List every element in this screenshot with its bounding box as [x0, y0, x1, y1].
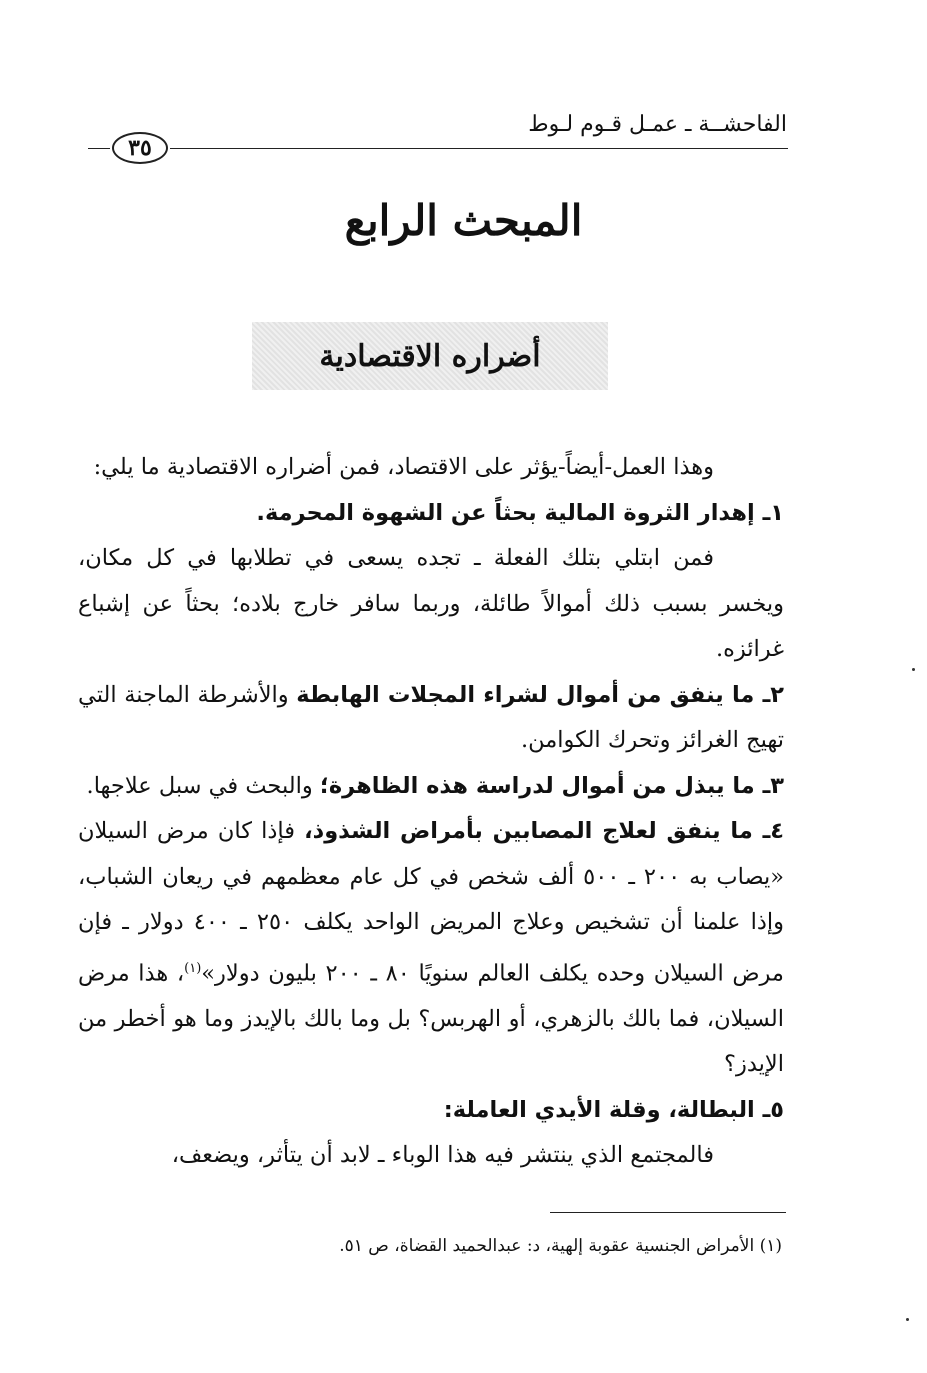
item-4: [78, 809, 784, 1088]
header-rule: [170, 148, 788, 149]
item-4-heading: ٤ـ ما ينفق لعلاج المصابين بأمراض الشذوذ،: [304, 818, 785, 844]
item-1-heading: ١ـ إهدار الثروة المالية بحثاً عن الشهوة المحرمة.: [256, 499, 784, 526]
item-3-heading: ٣ـ ما يبذل من أموال لدراسة هذه الظاهرة؛: [319, 772, 784, 799]
item-2-text: والأشرطة الماجنة التي تهيج الغرائز وتحرك الكوامن.: [78, 681, 784, 753]
item-1: [78, 491, 784, 537]
footnote-rule: [550, 1212, 786, 1213]
subtitle-box: [252, 322, 608, 390]
scan-speck: [912, 668, 915, 671]
footnote: (١) الأمراض الجنسية عقوبة إلهية، د: عبدالحميد القضاة، ص ٥١.: [339, 1236, 782, 1256]
section-title: المبحث الرابع: [344, 196, 583, 245]
body-text: [78, 445, 784, 1179]
item-4-text: فإذا كان مرض السيلان «يصاب به ٢٠٠ ـ ٥٠٠ ألف شخص في كل عام معظمهم في ريعان الشباب، وإذا علمنا أن تشخيص وعلاج المريض الواحد يكلف ٢٥٠ ـ ٤٠٠ دولار ـ فإن مرض السيلان وحده يكلف العالم سنويًا ٨٠ ـ ٢٠٠ بليون دولار»: [78, 818, 785, 986]
item-4-tail: ، هذا مرض السيلان، فما بالك بالزهري، أو الهربس؟ بل وما بالك بالإيدز وما هو أخطر من الإيدز؟: [78, 960, 784, 1077]
item-3-text: والبحث في سبل علاجها.: [86, 772, 320, 799]
item-3: [78, 764, 784, 810]
item-1-text: فمن ابتلي بتلك الفعلة ـ تجده يسعى في تطلابها في كل مكان، ويخسر بسبب ذلك أموالاً طائلة، وربما سافر خارج بلاده؛ بحثاً عن إشباع غرائزه.: [78, 545, 784, 662]
section-subtitle: أضراره الاقتصادية: [319, 338, 541, 374]
item-5-text: فالمجتمع الذي ينتشر فيه هذا الوباء ـ لابد أن يتأثر، ويضعف،: [171, 1142, 714, 1168]
item-5: [78, 1088, 784, 1134]
running-title: الفاحشــة ـ عمـل قـوم لـوط: [528, 112, 787, 137]
item-5-heading: ٥ـ البطالة، وقلة الأيدي العاملة:: [443, 1096, 784, 1123]
page-number: ٣٥: [112, 132, 168, 164]
intro-paragraph: وهذا العمل-أيضاً-يؤثر على الاقتصاد، فمن أضراره الاقتصادية ما يلي:: [93, 454, 714, 480]
item-2-heading: ٢ـ ما ينفق من أموال لشراء المجلات الهابطة: [296, 681, 784, 708]
item-2: [78, 673, 784, 764]
scan-speck: [906, 1318, 909, 1321]
header-dash: [88, 148, 110, 149]
footnote-marker: (١): [184, 960, 202, 976]
